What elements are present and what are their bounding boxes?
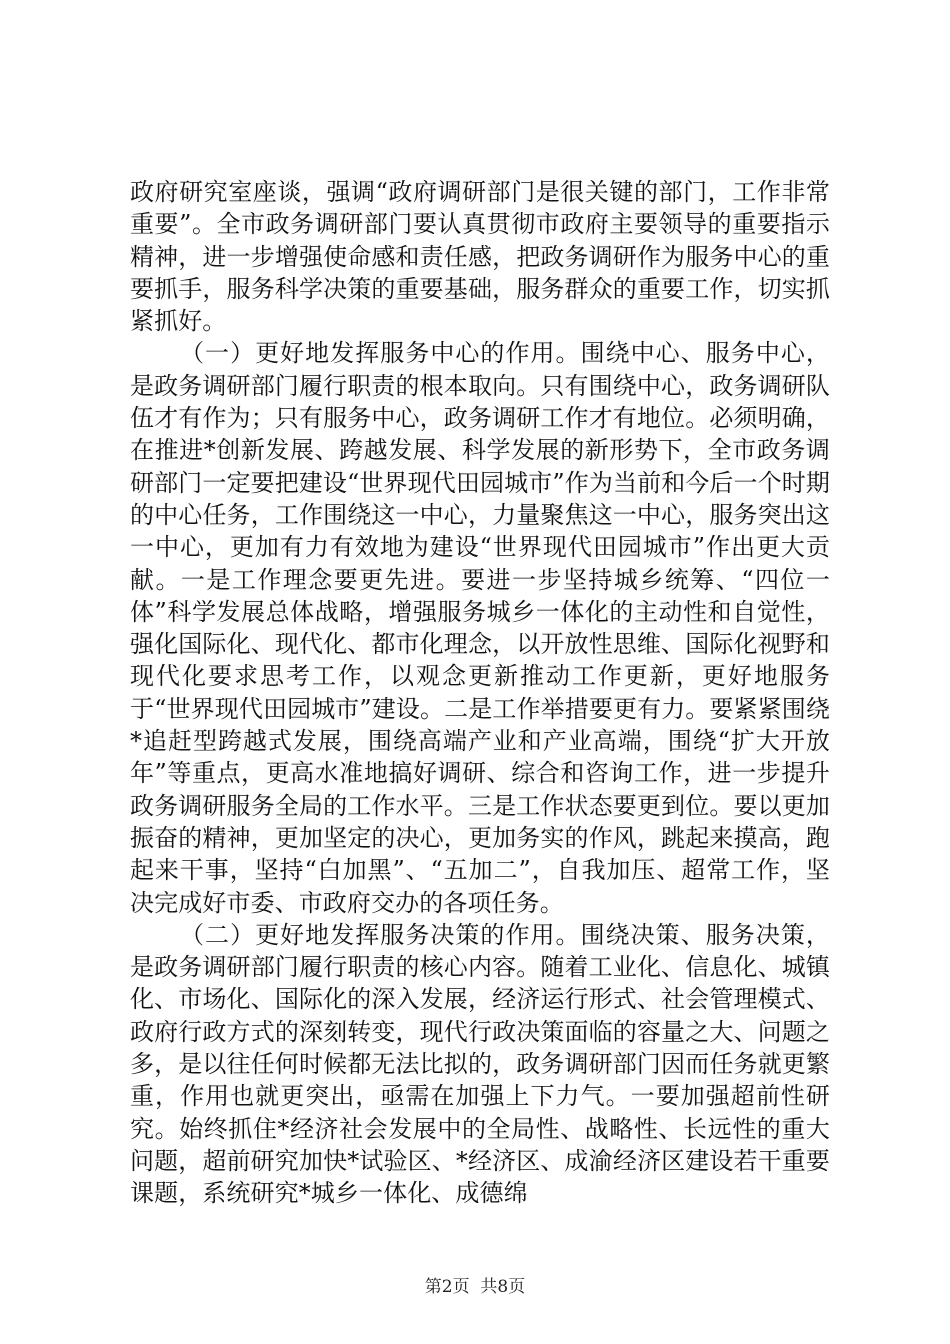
document-body (130, 176, 830, 1210)
paragraph-2: （一）更好地发挥服务中心的作用。围绕中心、服务中心，是政务调研部门履行职责的根本取向。只有围绕中心，政务调研队伍才有作为；只有服务中心，政务调研工作才有地位。必须明确，在推进*创新发展、跨越发展、科学发展的新形势下，全市政务调研部门一定要把建设“世界现代田园城市”作为当前和今后一个时期的中心任务，工作围绕这一中心，力量聚焦这一中心，服务突出这一中心，更加有力有效地为建设“世界现代田园城市”作出更大贡献。一是工作理念要更先进。要进一步坚持城乡统筹、“四位一体”科学发展总体战略，增强服务城乡一体化的主动性和自觉性，强化国际化、现代化、都市化理念，以开放性思维、国际化视野和现代化要求思考工作，以观念更新推动工作更新，更好地服务于“世界现代田园城市”建设。二是工作举措要更有力。要紧紧围绕*追赶型跨越式发展，围绕高端产业和产业高端，围绕“扩大开放年”等重点，更高水准地搞好调研、综合和咨询工作，进一步提升政务调研服务全局的工作水平。三是工作状态要更到位。要以更加振奋的精神，更加坚定的决心，更加务实的作风，跳起来摸高，跑起来干事，坚持“白加黑”、“五加二”，自我加压、超常工作，坚决完成好市委、市政府交办的各项任务。 (130, 339, 830, 917)
paragraph-3: （二）更好地发挥服务决策的作用。围绕决策、服务决策，是政务调研部门履行职责的核心内容。随着工业化、信息化、城镇化、市场化、国际化的深入发展，经济运行形式、社会管理模式、政府行政方式的深刻转变，现代行政决策面临的容量之大、问题之多，是以往任何时候都无法比拟的，政务调研部门因而任务就更繁重，作用也就更突出，亟需在加强上下力气。一要加强超前性研究。始终抓住*经济社会发展中的全局性、战略性、长远性的重大问题，超前研究加快*试验区、*经济区、成渝经济区建设若干重要课题，系统研究*城乡一体化、成德绵 (130, 920, 830, 1208)
page-number-label: 第2页 共8页 (424, 1277, 526, 1297)
paragraph-1: 政府研究室座谈，强调“政府调研部门是很关键的部门，工作非常重要”。全市政务调研部门要认真贯彻市政府主要领导的重要指示精神，进一步增强使命感和责任感，把政务调研作为服务中心的重要抓手，服务科学决策的重要基础，服务群众的重要工作，切实抓紧抓好。 (130, 178, 830, 336)
page-footer (0, 1277, 950, 1297)
